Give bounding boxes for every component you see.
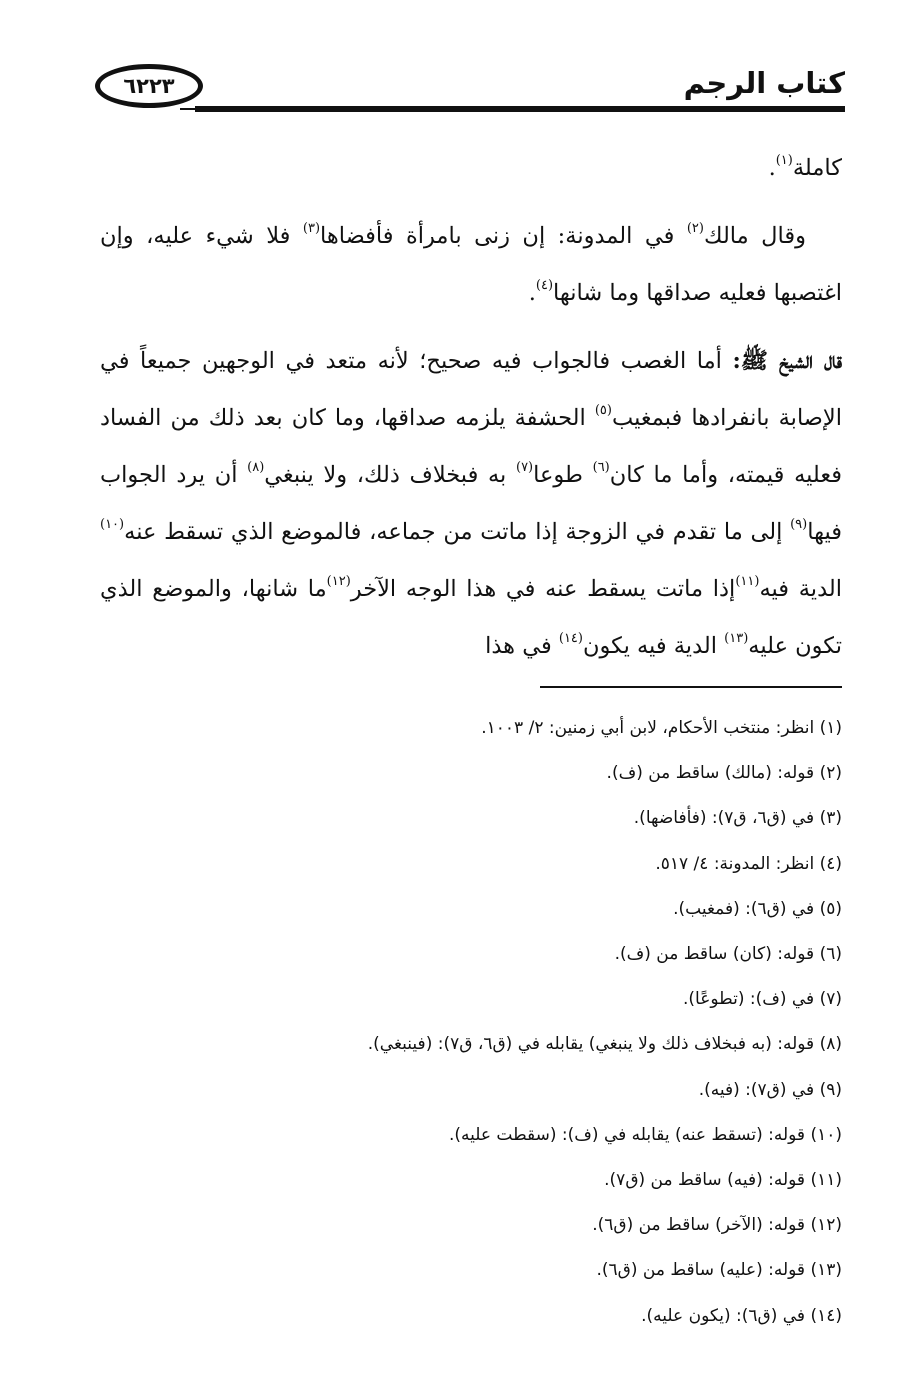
footnote-item: (٧) في (ف): (تطوعًا). bbox=[683, 989, 842, 1010]
footnote-ref: (٧) bbox=[515, 460, 534, 475]
main-text bbox=[100, 140, 842, 686]
footnote-item: (٩) في (ق٧): (فيه). bbox=[698, 1079, 842, 1100]
book-title: كتاب الرجم bbox=[683, 66, 845, 100]
footnotes-list bbox=[100, 706, 842, 1339]
footnote-item: (١) انظر: منتخب الأحكام، لابن أبي زمنين: ٢/ ١٠٠٣. bbox=[481, 718, 842, 738]
footnote-ref: (٢) bbox=[686, 221, 704, 236]
paragraph-1: كاملة$^{(١)}$. bbox=[768, 153, 842, 181]
footnote-ref: (١٠) bbox=[100, 517, 125, 532]
footnote-ref: (١) bbox=[775, 153, 793, 168]
paragraph-3: قال الشيخ ﷺ: أما الغصب فالجواب فيه صحيح؛ لأنه متعد في الوجهين جميعاً في الإصابة بانفرادها فبمغيب$^{(٥)}$ الحشفة يلزمه صداقها، وما كان بعد ذلك من الفساد فعليه قيمته، وأما ما كان$^{(٦)}$ طوعا$^{(٧)}$ به فبخلاف ذلك، ولا ينبغي$^{(٨)}$ أن يرد الجواب فيها$^{(٩)}$ إلى ما تقدم في الزوجة إذا ماتت من جماعه، فالموضع الذي تسقط عنه$^{(١٠)}$ الدية فيه$^{(١١)}$إذا ماتت يسقط عنه في هذا الوجه الآخر$^{(١٢)}$ما شانها، والموضع الذي تكون عليه$^{(١٣)}$ الدية فيه يكون$^{(١٤)}$ في هذا bbox=[100, 348, 842, 659]
footnote-ref: (١٤) bbox=[558, 631, 583, 646]
header-rule bbox=[195, 106, 845, 112]
sheikh-lead: قال الشيخ ﷺ: bbox=[732, 348, 842, 374]
footnote-item: (١٢) قوله: (الآخر) ساقط من (ق٦). bbox=[592, 1215, 842, 1236]
footnote-item: (٦) قوله: (كان) ساقط من (ف). bbox=[614, 944, 842, 965]
paragraph-2: وقال مالك$^{(٢)}$ في المدونة: إن زنى بامرأة فأفضاها$^{(٣)}$ فلا شيء عليه، وإن اغتصبها فعليه صداقها وما شانها$^{(٤)}$. bbox=[100, 221, 842, 306]
footnote-ref: (٥) bbox=[594, 403, 612, 418]
footnote-item: (١٤) في (ق٦): (يكون عليه). bbox=[641, 1305, 842, 1326]
page-number: ٦٢٢٣ bbox=[123, 74, 175, 98]
footnote-item: (٣) في (ق٦، ق٧): (فأفاضها). bbox=[633, 808, 842, 829]
footnote-item: (١١) قوله: (فيه) ساقط من (ق٧). bbox=[604, 1170, 842, 1191]
footnote-item: (٥) في (ق٦): (فمغيب). bbox=[673, 898, 842, 919]
footnote-item: (٤) انظر: المدونة: ٤/ ٥١٧. bbox=[655, 853, 842, 874]
footnote-ref: (٣) bbox=[302, 221, 321, 236]
footnote-item: (٢) قوله: (مالك) ساقط من (ف). bbox=[606, 763, 842, 784]
footnote-item: (١٣) قوله: (عليه) ساقط من (ق٦). bbox=[596, 1260, 842, 1281]
page-number-badge bbox=[95, 64, 203, 108]
footnote-ref: (٨) bbox=[247, 460, 265, 475]
footnote-separator bbox=[540, 686, 842, 688]
footnote-ref: (٦) bbox=[592, 460, 610, 475]
page-header bbox=[95, 62, 845, 122]
footnote-ref: (١١) bbox=[735, 574, 760, 589]
footnote-item: (١٠) قوله: (تسقط عنه) يقابله في (ف): (سقطت عليه). bbox=[448, 1124, 842, 1145]
footnote-ref: (٩) bbox=[790, 517, 808, 532]
footnote-ref: (١٣) bbox=[724, 631, 749, 646]
footnote-item: (٨) قوله: (به فبخلاف ذلك ولا ينبغي) يقابله في (ق٦، ق٧): (فينبغي). bbox=[367, 1034, 842, 1055]
footnote-ref: (١٢) bbox=[326, 574, 351, 589]
footnote-ref: (٤) bbox=[535, 278, 554, 293]
